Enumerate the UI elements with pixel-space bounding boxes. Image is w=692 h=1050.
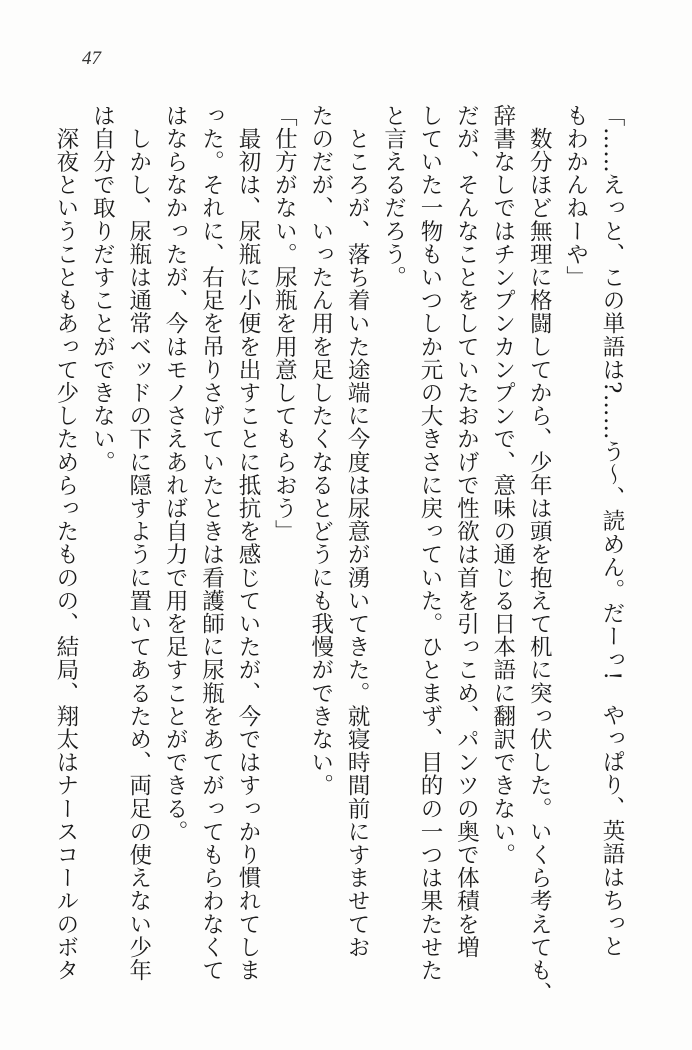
text-line: はならなかったが、今はモノさえあれば自力で用を足すことができる。 xyxy=(162,104,189,844)
text-line: していた一物もいつしか元の大きさに戻っていた。ひとまず、目的の一つは果たせた xyxy=(416,104,443,982)
text-line: った。それに、右足を吊りさげていたときは看護師に尿瓶をあてがってもらわなくて xyxy=(198,104,225,982)
text-line: 「仕方がない。尿瓶を用意してもらおう」 xyxy=(271,104,298,543)
text-line: 深夜ということもあって少しためらったものの、結局、翔太はナースコールのボタ xyxy=(52,104,79,982)
text-line: だが、そんなことをしていたおかげで性欲は首を引っこめ、パンツの奥で体積を増 xyxy=(453,104,480,959)
text-line: たのだが、いったん用を足したくなるとどうにも我慢ができない。 xyxy=(307,104,334,797)
text-line: 数分ほど無理に格闘してから、少年は頭を抱えて机に突っ伏した。いくら考えても、 xyxy=(526,104,553,1005)
text-line: もわかんねーや」 xyxy=(562,104,589,289)
body-text xyxy=(50,104,630,1009)
text-line: ところが、落ち着いた途端に今度は尿意が湧いてきた。就寝時間前にすませてお xyxy=(344,104,371,959)
text-line: しかし、尿瓶は通常ベッドの下に隠すように置いてあるため、両足の使えない少年 xyxy=(125,104,152,982)
page-number: 47 xyxy=(82,48,101,69)
text-line: は自分で取りだすことができない。 xyxy=(89,104,116,474)
text-line: 「……えっと、この単語は?……う〜、読めん。だーっ! やっぱり、英語はちっと xyxy=(599,104,625,958)
text-line: 最初は、尿瓶に小便を出すことに抵抗を感じていたが、今ではすっかり慣れてしま xyxy=(234,104,261,982)
text-line: と言えるだろう。 xyxy=(380,104,407,289)
text-line: 辞書なしではチンプンカンプンで、意味の通じる日本語に翻訳できない。 xyxy=(489,104,516,867)
